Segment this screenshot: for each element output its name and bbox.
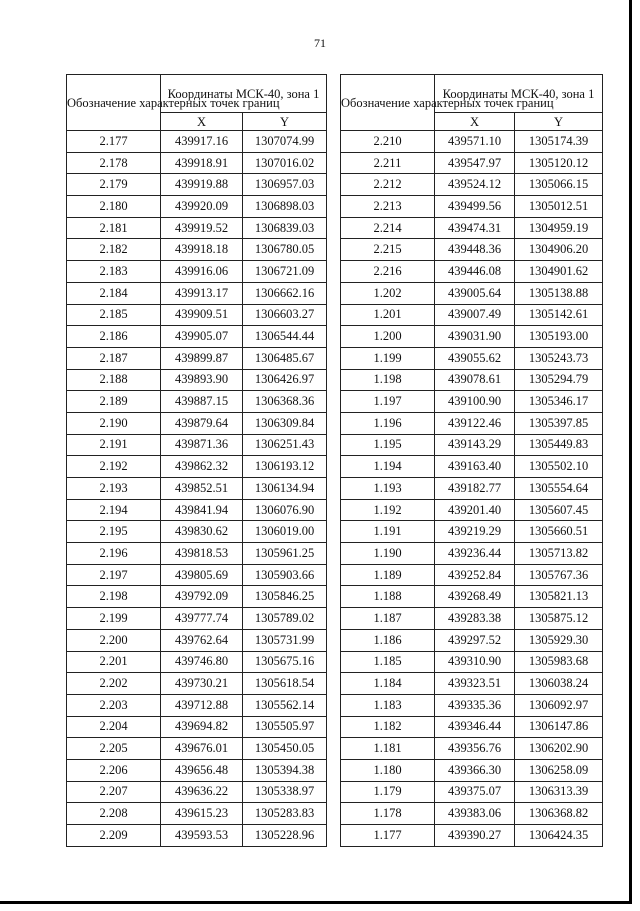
y-coordinate-cell: 1305961.25 xyxy=(243,543,327,565)
coords-system-header: Координаты МСК-40, зона 1 xyxy=(161,75,327,113)
table-row xyxy=(341,586,603,608)
x-coordinate-cell: 439841.94 xyxy=(161,499,243,521)
y-coordinate-cell: 1306839.03 xyxy=(243,217,327,239)
y-coordinate-cell: 1306202.90 xyxy=(515,738,603,760)
x-coordinate-cell: 439005.64 xyxy=(435,282,515,304)
x-coordinate-cell: 439676.01 xyxy=(161,738,243,760)
point-id-cell: 2.208 xyxy=(67,803,161,825)
y-coordinate-cell: 1306193.12 xyxy=(243,456,327,478)
table-row xyxy=(67,347,327,369)
y-coordinate-cell: 1306019.00 xyxy=(243,521,327,543)
table-row xyxy=(67,651,327,673)
x-coordinate-cell: 439366.30 xyxy=(435,759,515,781)
y-coordinate-cell: 1305731.99 xyxy=(243,629,327,651)
x-coordinate-cell: 439730.21 xyxy=(161,673,243,695)
x-coordinate-cell: 439615.23 xyxy=(161,803,243,825)
point-id-cell: 2.197 xyxy=(67,564,161,586)
table-row xyxy=(67,391,327,413)
point-id-cell: 2.209 xyxy=(67,825,161,847)
table-row xyxy=(67,131,327,153)
y-coordinate-cell: 1305675.16 xyxy=(243,651,327,673)
coords-system-header: Координаты МСК-40, зона 1 xyxy=(435,75,603,113)
x-coordinate-cell: 439356.76 xyxy=(435,738,515,760)
point-id-cell: 2.201 xyxy=(67,651,161,673)
point-id-cell: 2.181 xyxy=(67,217,161,239)
point-id-cell: 1.178 xyxy=(341,803,435,825)
y-coordinate-cell: 1306092.97 xyxy=(515,694,603,716)
y-coordinate-cell: 1305397.85 xyxy=(515,412,603,434)
table-row xyxy=(341,499,603,521)
x-coordinate-cell: 439593.53 xyxy=(161,825,243,847)
x-coordinate-cell: 439919.88 xyxy=(161,174,243,196)
x-coordinate-cell: 439918.18 xyxy=(161,239,243,261)
point-id-cell: 2.205 xyxy=(67,738,161,760)
table-row xyxy=(341,326,603,348)
point-id-cell: 2.185 xyxy=(67,304,161,326)
y-coordinate-cell: 1305449.83 xyxy=(515,434,603,456)
table-row xyxy=(341,412,603,434)
table-row xyxy=(341,369,603,391)
point-id-cell: 2.187 xyxy=(67,347,161,369)
y-coordinate-cell: 1305767.36 xyxy=(515,564,603,586)
x-coordinate-cell: 439283.38 xyxy=(435,608,515,630)
y-coordinate-cell: 1305821.13 xyxy=(515,586,603,608)
point-id-cell: 2.191 xyxy=(67,434,161,456)
x-coordinate-cell: 439636.22 xyxy=(161,781,243,803)
point-id-cell: 2.194 xyxy=(67,499,161,521)
y-coordinate-cell: 1306721.09 xyxy=(243,261,327,283)
table-row xyxy=(341,434,603,456)
x-coordinate-cell: 439310.90 xyxy=(435,651,515,673)
table-row xyxy=(341,347,603,369)
x-coordinate-cell: 439917.16 xyxy=(161,131,243,153)
point-id-cell: 2.180 xyxy=(67,196,161,218)
y-coordinate-cell: 1306251.43 xyxy=(243,434,327,456)
table-row xyxy=(341,629,603,651)
point-id-cell: 1.195 xyxy=(341,434,435,456)
x-coordinate-cell: 439918.91 xyxy=(161,152,243,174)
point-id-cell: 2.184 xyxy=(67,282,161,304)
point-id-cell: 1.181 xyxy=(341,738,435,760)
x-coordinate-cell: 439899.87 xyxy=(161,347,243,369)
y-coordinate-cell: 1305846.25 xyxy=(243,586,327,608)
y-coordinate-cell: 1306662.16 xyxy=(243,282,327,304)
x-coordinate-cell: 439656.48 xyxy=(161,759,243,781)
y-coordinate-cell: 1305294.79 xyxy=(515,369,603,391)
table-row xyxy=(67,716,327,738)
table-row xyxy=(67,781,327,803)
table-row xyxy=(67,369,327,391)
y-coordinate-cell: 1304901.62 xyxy=(515,261,603,283)
y-coordinate-cell: 1306424.35 xyxy=(515,825,603,847)
table-row xyxy=(341,608,603,630)
y-coordinate-cell: 1306898.03 xyxy=(243,196,327,218)
point-id-cell: 2.190 xyxy=(67,412,161,434)
point-id-cell: 1.197 xyxy=(341,391,435,413)
y-coordinate-cell: 1305138.88 xyxy=(515,282,603,304)
x-coordinate-cell: 439547.97 xyxy=(435,152,515,174)
point-id-cell: 1.184 xyxy=(341,673,435,695)
y-coordinate-cell: 1305554.64 xyxy=(515,478,603,500)
table-row xyxy=(67,521,327,543)
table-row xyxy=(341,543,603,565)
point-id-cell: 1.196 xyxy=(341,412,435,434)
point-id-cell: 2.192 xyxy=(67,456,161,478)
y-coordinate-cell: 1305228.96 xyxy=(243,825,327,847)
y-coordinate-cell: 1305283.83 xyxy=(243,803,327,825)
table-row xyxy=(341,738,603,760)
table-body xyxy=(67,131,327,847)
y-coordinate-cell: 1305789.02 xyxy=(243,608,327,630)
table-row xyxy=(341,781,603,803)
point-id-cell: 1.188 xyxy=(341,586,435,608)
point-id-cell: 1.192 xyxy=(341,499,435,521)
y-coordinate-cell: 1306368.82 xyxy=(515,803,603,825)
y-coordinate-cell: 1306258.09 xyxy=(515,759,603,781)
point-id-cell: 1.180 xyxy=(341,759,435,781)
x-coordinate-cell: 439163.40 xyxy=(435,456,515,478)
table-row xyxy=(341,716,603,738)
y-coordinate-cell: 1306076.90 xyxy=(243,499,327,521)
y-coordinate-cell: 1307016.02 xyxy=(243,152,327,174)
table-row xyxy=(341,456,603,478)
y-coordinate-cell: 1305562.14 xyxy=(243,694,327,716)
table-row xyxy=(67,217,327,239)
table-row xyxy=(341,651,603,673)
table-row xyxy=(341,239,603,261)
y-coordinate-cell: 1305502.10 xyxy=(515,456,603,478)
y-coordinate-cell: 1307074.99 xyxy=(243,131,327,153)
point-id-cell: 2.183 xyxy=(67,261,161,283)
table-row xyxy=(67,738,327,760)
point-id-cell: 2.214 xyxy=(341,217,435,239)
point-id-cell: 2.198 xyxy=(67,586,161,608)
x-coordinate-cell: 439219.29 xyxy=(435,521,515,543)
point-id-cell: 2.204 xyxy=(67,716,161,738)
x-coordinate-cell: 439909.51 xyxy=(161,304,243,326)
table-row xyxy=(341,174,603,196)
point-id-cell: 1.186 xyxy=(341,629,435,651)
table-row xyxy=(341,803,603,825)
x-coordinate-cell: 439830.62 xyxy=(161,521,243,543)
point-id-cell: 2.215 xyxy=(341,239,435,261)
point-id-cell: 1.189 xyxy=(341,564,435,586)
point-id-cell: 1.185 xyxy=(341,651,435,673)
table-row xyxy=(67,608,327,630)
x-coordinate-cell: 439236.44 xyxy=(435,543,515,565)
point-id-cell: 2.188 xyxy=(67,369,161,391)
point-id-cell: 2.196 xyxy=(67,543,161,565)
table-row xyxy=(67,629,327,651)
y-coordinate-cell: 1305338.97 xyxy=(243,781,327,803)
y-coordinate-cell: 1306603.27 xyxy=(243,304,327,326)
table-row xyxy=(341,261,603,283)
table-row xyxy=(67,564,327,586)
x-column-header: X xyxy=(161,113,243,131)
point-id-cell: 2.195 xyxy=(67,521,161,543)
x-coordinate-cell: 439571.10 xyxy=(435,131,515,153)
table-row xyxy=(67,304,327,326)
x-coordinate-cell: 439383.06 xyxy=(435,803,515,825)
table-row xyxy=(341,196,603,218)
y-coordinate-cell: 1305505.97 xyxy=(243,716,327,738)
point-id-cell: 1.200 xyxy=(341,326,435,348)
y-coordinate-cell: 1306957.03 xyxy=(243,174,327,196)
table-row xyxy=(341,304,603,326)
x-coordinate-cell: 439007.49 xyxy=(435,304,515,326)
x-coordinate-cell: 439031.90 xyxy=(435,326,515,348)
x-coordinate-cell: 439323.51 xyxy=(435,673,515,695)
x-coordinate-cell: 439712.88 xyxy=(161,694,243,716)
point-id-cell: 1.183 xyxy=(341,694,435,716)
point-label-header: Обозначение характерных точек границ xyxy=(67,75,161,131)
table-row xyxy=(67,586,327,608)
x-coordinate-cell: 439818.53 xyxy=(161,543,243,565)
x-coordinate-cell: 439448.36 xyxy=(435,239,515,261)
table-row xyxy=(341,759,603,781)
table-row xyxy=(67,825,327,847)
table-body xyxy=(341,131,603,847)
y-coordinate-cell: 1304906.20 xyxy=(515,239,603,261)
x-coordinate-cell: 439893.90 xyxy=(161,369,243,391)
y-coordinate-cell: 1305394.38 xyxy=(243,759,327,781)
table-row xyxy=(341,152,603,174)
table-row xyxy=(67,282,327,304)
x-coordinate-cell: 439694.82 xyxy=(161,716,243,738)
y-coordinate-cell: 1305903.66 xyxy=(243,564,327,586)
x-coordinate-cell: 439905.07 xyxy=(161,326,243,348)
point-id-cell: 2.182 xyxy=(67,239,161,261)
x-coordinate-cell: 439182.77 xyxy=(435,478,515,500)
table-row xyxy=(341,217,603,239)
point-id-cell: 1.179 xyxy=(341,781,435,803)
table-row xyxy=(341,825,603,847)
y-coordinate-cell: 1305983.68 xyxy=(515,651,603,673)
table-row xyxy=(67,456,327,478)
point-id-cell: 2.178 xyxy=(67,152,161,174)
point-id-cell: 1.190 xyxy=(341,543,435,565)
y-coordinate-cell: 1305174.39 xyxy=(515,131,603,153)
table-row xyxy=(67,152,327,174)
table-row xyxy=(67,694,327,716)
table-row xyxy=(341,673,603,695)
y-coordinate-cell: 1306038.24 xyxy=(515,673,603,695)
y-coordinate-cell: 1305713.82 xyxy=(515,543,603,565)
y-coordinate-cell: 1306544.44 xyxy=(243,326,327,348)
x-coordinate-cell: 439078.61 xyxy=(435,369,515,391)
point-id-cell: 2.210 xyxy=(341,131,435,153)
table-row xyxy=(67,434,327,456)
y-coordinate-cell: 1306313.39 xyxy=(515,781,603,803)
x-coordinate-cell: 439871.36 xyxy=(161,434,243,456)
y-coordinate-cell: 1306426.97 xyxy=(243,369,327,391)
point-id-cell: 1.202 xyxy=(341,282,435,304)
y-coordinate-cell: 1305346.17 xyxy=(515,391,603,413)
table-row xyxy=(67,803,327,825)
y-column-header: Y xyxy=(515,113,603,131)
table-row xyxy=(341,694,603,716)
point-label-header: Обозначение характерных точек границ xyxy=(341,75,435,131)
y-coordinate-cell: 1305875.12 xyxy=(515,608,603,630)
coordinates-table-right xyxy=(340,74,603,847)
table-row xyxy=(67,499,327,521)
y-coordinate-cell: 1306485.67 xyxy=(243,347,327,369)
y-coordinate-cell: 1305450.05 xyxy=(243,738,327,760)
x-coordinate-cell: 439446.08 xyxy=(435,261,515,283)
y-coordinate-cell: 1305618.54 xyxy=(243,673,327,695)
table-row xyxy=(67,174,327,196)
point-id-cell: 2.216 xyxy=(341,261,435,283)
point-id-cell: 2.186 xyxy=(67,326,161,348)
table-row xyxy=(67,478,327,500)
x-coordinate-cell: 439143.29 xyxy=(435,434,515,456)
y-coordinate-cell: 1306134.94 xyxy=(243,478,327,500)
point-id-cell: 2.189 xyxy=(67,391,161,413)
point-id-cell: 1.201 xyxy=(341,304,435,326)
x-coordinate-cell: 439055.62 xyxy=(435,347,515,369)
point-id-cell: 2.202 xyxy=(67,673,161,695)
x-coordinate-cell: 439879.64 xyxy=(161,412,243,434)
y-coordinate-cell: 1305243.73 xyxy=(515,347,603,369)
table-row xyxy=(67,196,327,218)
table-row xyxy=(341,131,603,153)
x-coordinate-cell: 439746.80 xyxy=(161,651,243,673)
point-id-cell: 2.207 xyxy=(67,781,161,803)
x-coordinate-cell: 439862.32 xyxy=(161,456,243,478)
y-coordinate-cell: 1306147.86 xyxy=(515,716,603,738)
x-coordinate-cell: 439268.49 xyxy=(435,586,515,608)
table-row xyxy=(67,239,327,261)
y-coordinate-cell: 1305142.61 xyxy=(515,304,603,326)
table-row xyxy=(67,412,327,434)
x-coordinate-cell: 439777.74 xyxy=(161,608,243,630)
x-coordinate-cell: 439919.52 xyxy=(161,217,243,239)
page-number: 71 xyxy=(314,36,326,50)
point-id-cell: 1.199 xyxy=(341,347,435,369)
table-row xyxy=(67,759,327,781)
y-coordinate-cell: 1305120.12 xyxy=(515,152,603,174)
table-row xyxy=(341,521,603,543)
x-coordinate-cell: 439524.12 xyxy=(435,174,515,196)
y-coordinate-cell: 1306309.84 xyxy=(243,412,327,434)
table-row xyxy=(341,282,603,304)
point-id-cell: 1.193 xyxy=(341,478,435,500)
x-coordinate-cell: 439792.09 xyxy=(161,586,243,608)
x-coordinate-cell: 439805.69 xyxy=(161,564,243,586)
point-id-cell: 2.179 xyxy=(67,174,161,196)
y-coordinate-cell: 1305012.51 xyxy=(515,196,603,218)
point-id-cell: 2.213 xyxy=(341,196,435,218)
x-coordinate-cell: 439297.52 xyxy=(435,629,515,651)
y-coordinate-cell: 1305066.15 xyxy=(515,174,603,196)
y-column-header: Y xyxy=(243,113,327,131)
x-coordinate-cell: 439100.90 xyxy=(435,391,515,413)
x-coordinate-cell: 439499.56 xyxy=(435,196,515,218)
x-coordinate-cell: 439335.36 xyxy=(435,694,515,716)
point-id-cell: 2.212 xyxy=(341,174,435,196)
table-row xyxy=(341,478,603,500)
point-id-cell: 1.187 xyxy=(341,608,435,630)
coordinates-table-left xyxy=(66,74,327,847)
point-id-cell: 2.177 xyxy=(67,131,161,153)
table-row xyxy=(341,391,603,413)
point-id-cell: 2.203 xyxy=(67,694,161,716)
table-row xyxy=(341,564,603,586)
y-coordinate-cell: 1306368.36 xyxy=(243,391,327,413)
x-coordinate-cell: 439916.06 xyxy=(161,261,243,283)
x-column-header: X xyxy=(435,113,515,131)
table-row xyxy=(67,326,327,348)
y-coordinate-cell: 1305607.45 xyxy=(515,499,603,521)
y-coordinate-cell: 1305929.30 xyxy=(515,629,603,651)
x-coordinate-cell: 439122.46 xyxy=(435,412,515,434)
point-id-cell: 1.177 xyxy=(341,825,435,847)
x-coordinate-cell: 439375.07 xyxy=(435,781,515,803)
point-id-cell: 1.194 xyxy=(341,456,435,478)
point-id-cell: 1.198 xyxy=(341,369,435,391)
table-row xyxy=(67,543,327,565)
point-id-cell: 1.182 xyxy=(341,716,435,738)
point-id-cell: 2.200 xyxy=(67,629,161,651)
x-coordinate-cell: 439346.44 xyxy=(435,716,515,738)
y-coordinate-cell: 1306780.05 xyxy=(243,239,327,261)
point-id-cell: 2.193 xyxy=(67,478,161,500)
x-coordinate-cell: 439201.40 xyxy=(435,499,515,521)
x-coordinate-cell: 439762.64 xyxy=(161,629,243,651)
x-coordinate-cell: 439474.31 xyxy=(435,217,515,239)
x-coordinate-cell: 439252.84 xyxy=(435,564,515,586)
x-coordinate-cell: 439920.09 xyxy=(161,196,243,218)
x-coordinate-cell: 439887.15 xyxy=(161,391,243,413)
table-row xyxy=(67,673,327,695)
y-coordinate-cell: 1305193.00 xyxy=(515,326,603,348)
point-id-cell: 2.199 xyxy=(67,608,161,630)
x-coordinate-cell: 439390.27 xyxy=(435,825,515,847)
point-id-cell: 1.191 xyxy=(341,521,435,543)
x-coordinate-cell: 439852.51 xyxy=(161,478,243,500)
y-coordinate-cell: 1304959.19 xyxy=(515,217,603,239)
point-id-cell: 2.211 xyxy=(341,152,435,174)
point-id-cell: 2.206 xyxy=(67,759,161,781)
x-coordinate-cell: 439913.17 xyxy=(161,282,243,304)
table-row xyxy=(67,261,327,283)
y-coordinate-cell: 1305660.51 xyxy=(515,521,603,543)
